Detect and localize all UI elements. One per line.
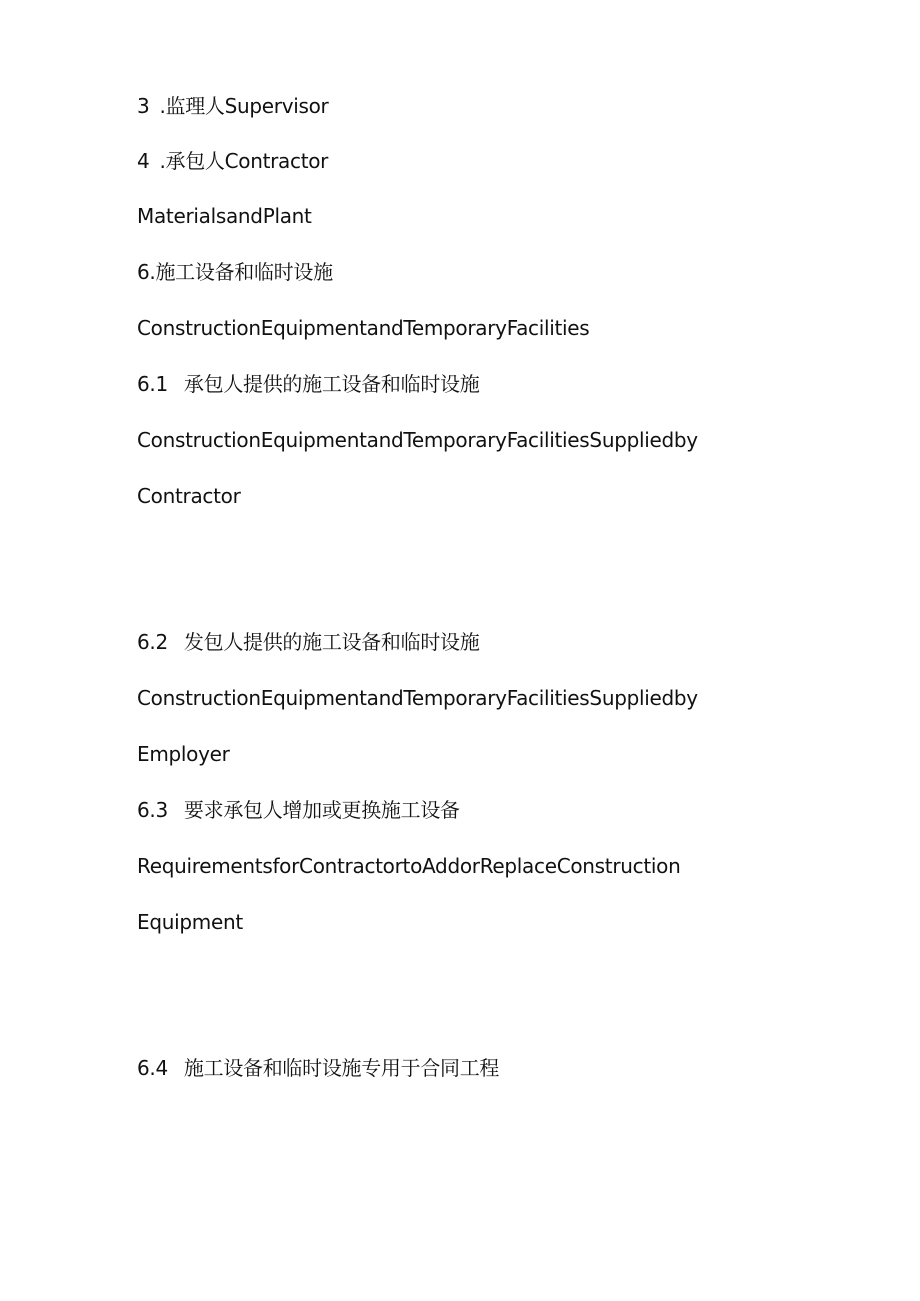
clause-6-3-english-line1: RequirementsforContractortoAddorReplaceConstruction — [137, 854, 681, 878]
clause-6-1-english-line1: ConstructionEquipmentandTemporaryFacilitiesSuppliedby — [137, 428, 698, 452]
clause-number: 3 — [137, 94, 150, 118]
clause-6-1 — [137, 372, 479, 396]
clause-number: 6.3 — [137, 798, 168, 822]
clause-6-2 — [137, 630, 479, 654]
clause-number: 6.1 — [137, 372, 168, 396]
section-heading-materials: MaterialsandPlant — [137, 204, 312, 228]
section-6-heading: 6.施工设备和临时设施 — [137, 260, 333, 284]
clause-number: 6.2 — [137, 630, 168, 654]
clause-text: 要求承包人增加或更换施工设备 — [183, 798, 460, 822]
clause-text: 发包人提供的施工设备和临时设施 — [183, 630, 480, 654]
clause-6-3-english-line2: Equipment — [137, 910, 243, 934]
clause-6-2-english-line2: Employer — [137, 742, 230, 766]
clause-3-supervisor — [137, 94, 328, 118]
clause-text: .承包人Contractor — [159, 149, 329, 173]
clause-number: 4 — [137, 149, 150, 173]
section-6-heading-english: ConstructionEquipmentandTemporaryFacilities — [137, 316, 590, 340]
clause-text: 承包人提供的施工设备和临时设施 — [183, 372, 480, 396]
clause-6-1-english-line2: Contractor — [137, 484, 241, 508]
clause-6-2-english-line1: ConstructionEquipmentandTemporaryFacilitiesSuppliedby — [137, 686, 698, 710]
clause-number: 6.4 — [137, 1056, 168, 1080]
clause-6-4 — [137, 1056, 499, 1080]
clause-text: 施工设备和临时设施专用于合同工程 — [183, 1056, 500, 1080]
clause-text: .监理人Supervisor — [159, 94, 329, 118]
clause-6-3 — [137, 798, 460, 822]
clause-4-contractor — [137, 149, 328, 173]
